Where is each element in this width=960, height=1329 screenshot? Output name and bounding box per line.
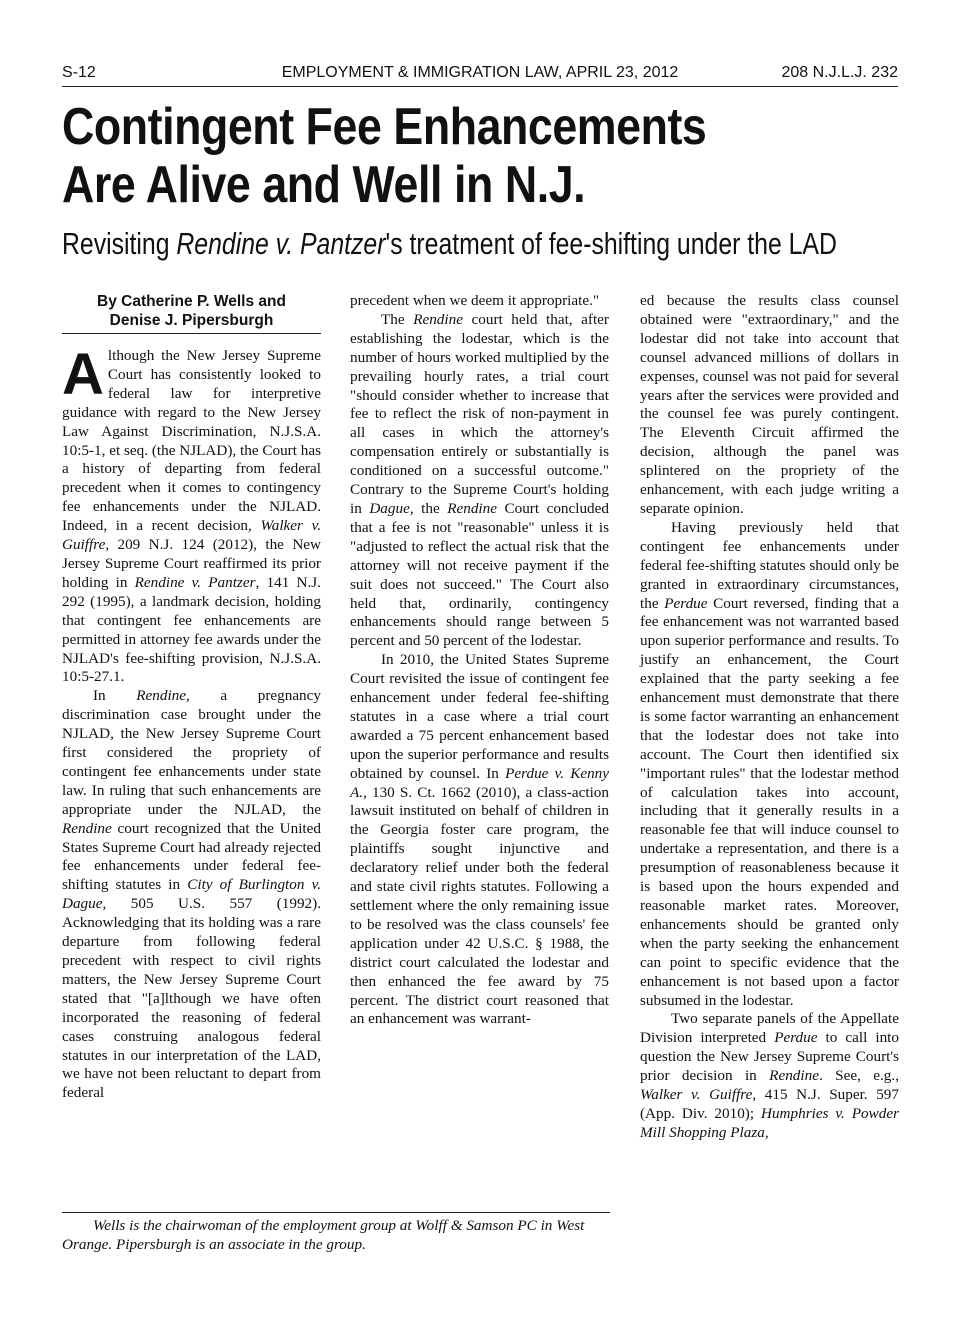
subtitle-case-name: Rendine v. Pantzer <box>176 226 386 261</box>
paragraph: Two separate panels of the Appellate Division interpreted Perdue to call into question the New Jersey Supreme Court's prior decision in Rendine. See, e.g., Walker v. Guiffre, 415 N.J. Super. 597 (App. Div. 2010); Humphries v. Powder Mill Shopping Plaza, <box>640 1010 899 1141</box>
paragraph: ed because the results class counsel obtained were "extraordinary," and the lodestar did not take into account that counsel advanced millions of dollars in expenses, counsel was not paid for several years after the services were provided and the counsel fee was purely contingent. The Eleventh Circuit affirmed the decision, although the panel was splintered on the propriety of the enhancement, with each judge writing a separate opinion. <box>640 292 899 517</box>
paragraph: In Rendine, a pregnancy discrimination case brought under the NJLAD, the New Jersey Supreme Court first considered the propriety of contingent fee enhancements under state law. In ruling that such enhancements are appropriate under the NJLAD, the Rendine court recognized that the United States Supreme Court had already rejected fee enhancements under federal fee-shifting statutes in City of Burlington v. Dague, 505 U.S. 557 (1992). Acknowledging that its holding was a rare departure from following federal precedent with respect to civil rights matters, the New Jersey Supreme Court stated that "[a]lthough we have often incorporated the reasoning of federal cases construing analogous federal statutes in our interpretation of the LAD, we have not been reluctant to depart from federal <box>62 687 321 1102</box>
drop-cap: A <box>62 342 104 407</box>
header-page-number: S-12 <box>62 64 96 81</box>
article-title <box>62 98 802 214</box>
header-citation: 208 N.J.L.J. 232 <box>781 64 898 81</box>
paragraph: Although the New Jersey Supreme Court has consistently looked to federal law for interpretive guidance with regard to the New Jersey Law Against Discrimination, N.J.S.A. 10:5-1, et seq. (the NJLAD), the Court has a history of departing from federal precedent when it comes to contingency fee enhancements under the NJLAD. Indeed, in a recent decision, Walker v. Guiffre, 209 N.J. 124 (2012), the New Jersey Supreme Court reaffirmed its prior holding in Rendine v. Pantzer, 141 N.J. 292 (1995), a landmark decision, holding that contingent fee enhancements are permitted in attorney fee awards under the NJLAD's fee-shifting provision, N.J.S.A. 10:5-27.1. <box>62 342 321 686</box>
author-footnote: Wells is the chairwoman of the employment group at Wolff & Samson PC in West Orange. Pipersburgh is an associate in the group. <box>62 1217 585 1253</box>
column-2 <box>350 292 609 1029</box>
byline-rule <box>62 333 321 334</box>
byline-line-2: Denise J. Pipersburgh <box>109 312 274 329</box>
subtitle-text: Revisiting <box>62 226 177 261</box>
running-header <box>62 64 898 86</box>
paragraph: precedent when we deem it appropriate." <box>350 292 600 309</box>
paragraph: In 2010, the United States Supreme Court revisited the issue of contingent fee enhancement under federal fee-shifting statutes in a case where a trial court awarded a 75 percent enhancement based upon the superior performance and results obtained by counsel. In Perdue v. Kenny A., 130 S. Ct. 1662 (2010), a class-action lawsuit instituted on behalf of children in the Georgia foster care program, the plaintiffs sought injunctive and declaratory relief under both the federal and state civil rights statutes. Following a settlement where the only remaining issue to be resolved was the class counsels' fee application under 42 U.S.C. § 1988, the district court calculated the lodestar and then enhanced the fee award by 75 percent. The district court reasoned that an enhancement was warrant- <box>350 651 609 1028</box>
subtitle-text-end: 's treatment of fee-shifting under the LAD <box>385 226 837 261</box>
footnote-rule <box>62 1212 610 1213</box>
header-section: EMPLOYMENT & IMMIGRATION LAW, APRIL 23, 2012 <box>281 64 679 81</box>
column-3 <box>640 292 899 1143</box>
title-line-1: Contingent Fee Enhancements <box>62 98 707 156</box>
paragraph: The Rendine court held that, after establishing the lodestar, which is the number of hours worked multiplied by the prevailing hourly rates, a trial court "should consider whether to increase that fee to reflect the risk of non-payment in all cases in which the attorney's compensation entirely or substantially is conditioned on a successful outcome." Contrary to the Supreme Court's holding in Dague, the Rendine Court concluded that a fee is not "reasonable" unless it is "adjusted to reflect the actual risk that the attorney will not receive payment if the suit does not succeed." The Court also held that, ordinarily, contingency enhancements should range between 5 percent and 50 percent of the lodestar. <box>350 310 609 650</box>
header-rule <box>62 86 898 87</box>
byline-line-1: By Catherine P. Wells and <box>97 293 286 310</box>
article-subtitle <box>62 226 837 262</box>
column-1 <box>62 342 321 1103</box>
byline <box>62 292 321 330</box>
title-line-2: Are Alive and Well in N.J. <box>62 156 586 214</box>
paragraph: Having previously held that contingent fee enhancements under federal fee-shifting statutes should only be granted in extraordinary circumstances, the Perdue Court reversed, finding that a fee enhancement was not warranted based upon superior performance and results. To justify an enhancement, the Court explained that the party seeking a fee enhancement must demonstrate that there is some factor warranting an enhancement that the lodestar does not take into account. The Court then identified six "important rules" that the lodestar method of calculation takes into account, including that it generally results in a reasonable fee that will induce counsel to undertake a representation, and there is a presumption of reasonableness because it is based upon the hours expended and reasonable market rates. Moreover, enhancements should be granted only when the party seeking the enhancement can point to specific evidence that the enhancement is not based upon a factor subsumed in the lodestar. <box>640 518 899 1009</box>
